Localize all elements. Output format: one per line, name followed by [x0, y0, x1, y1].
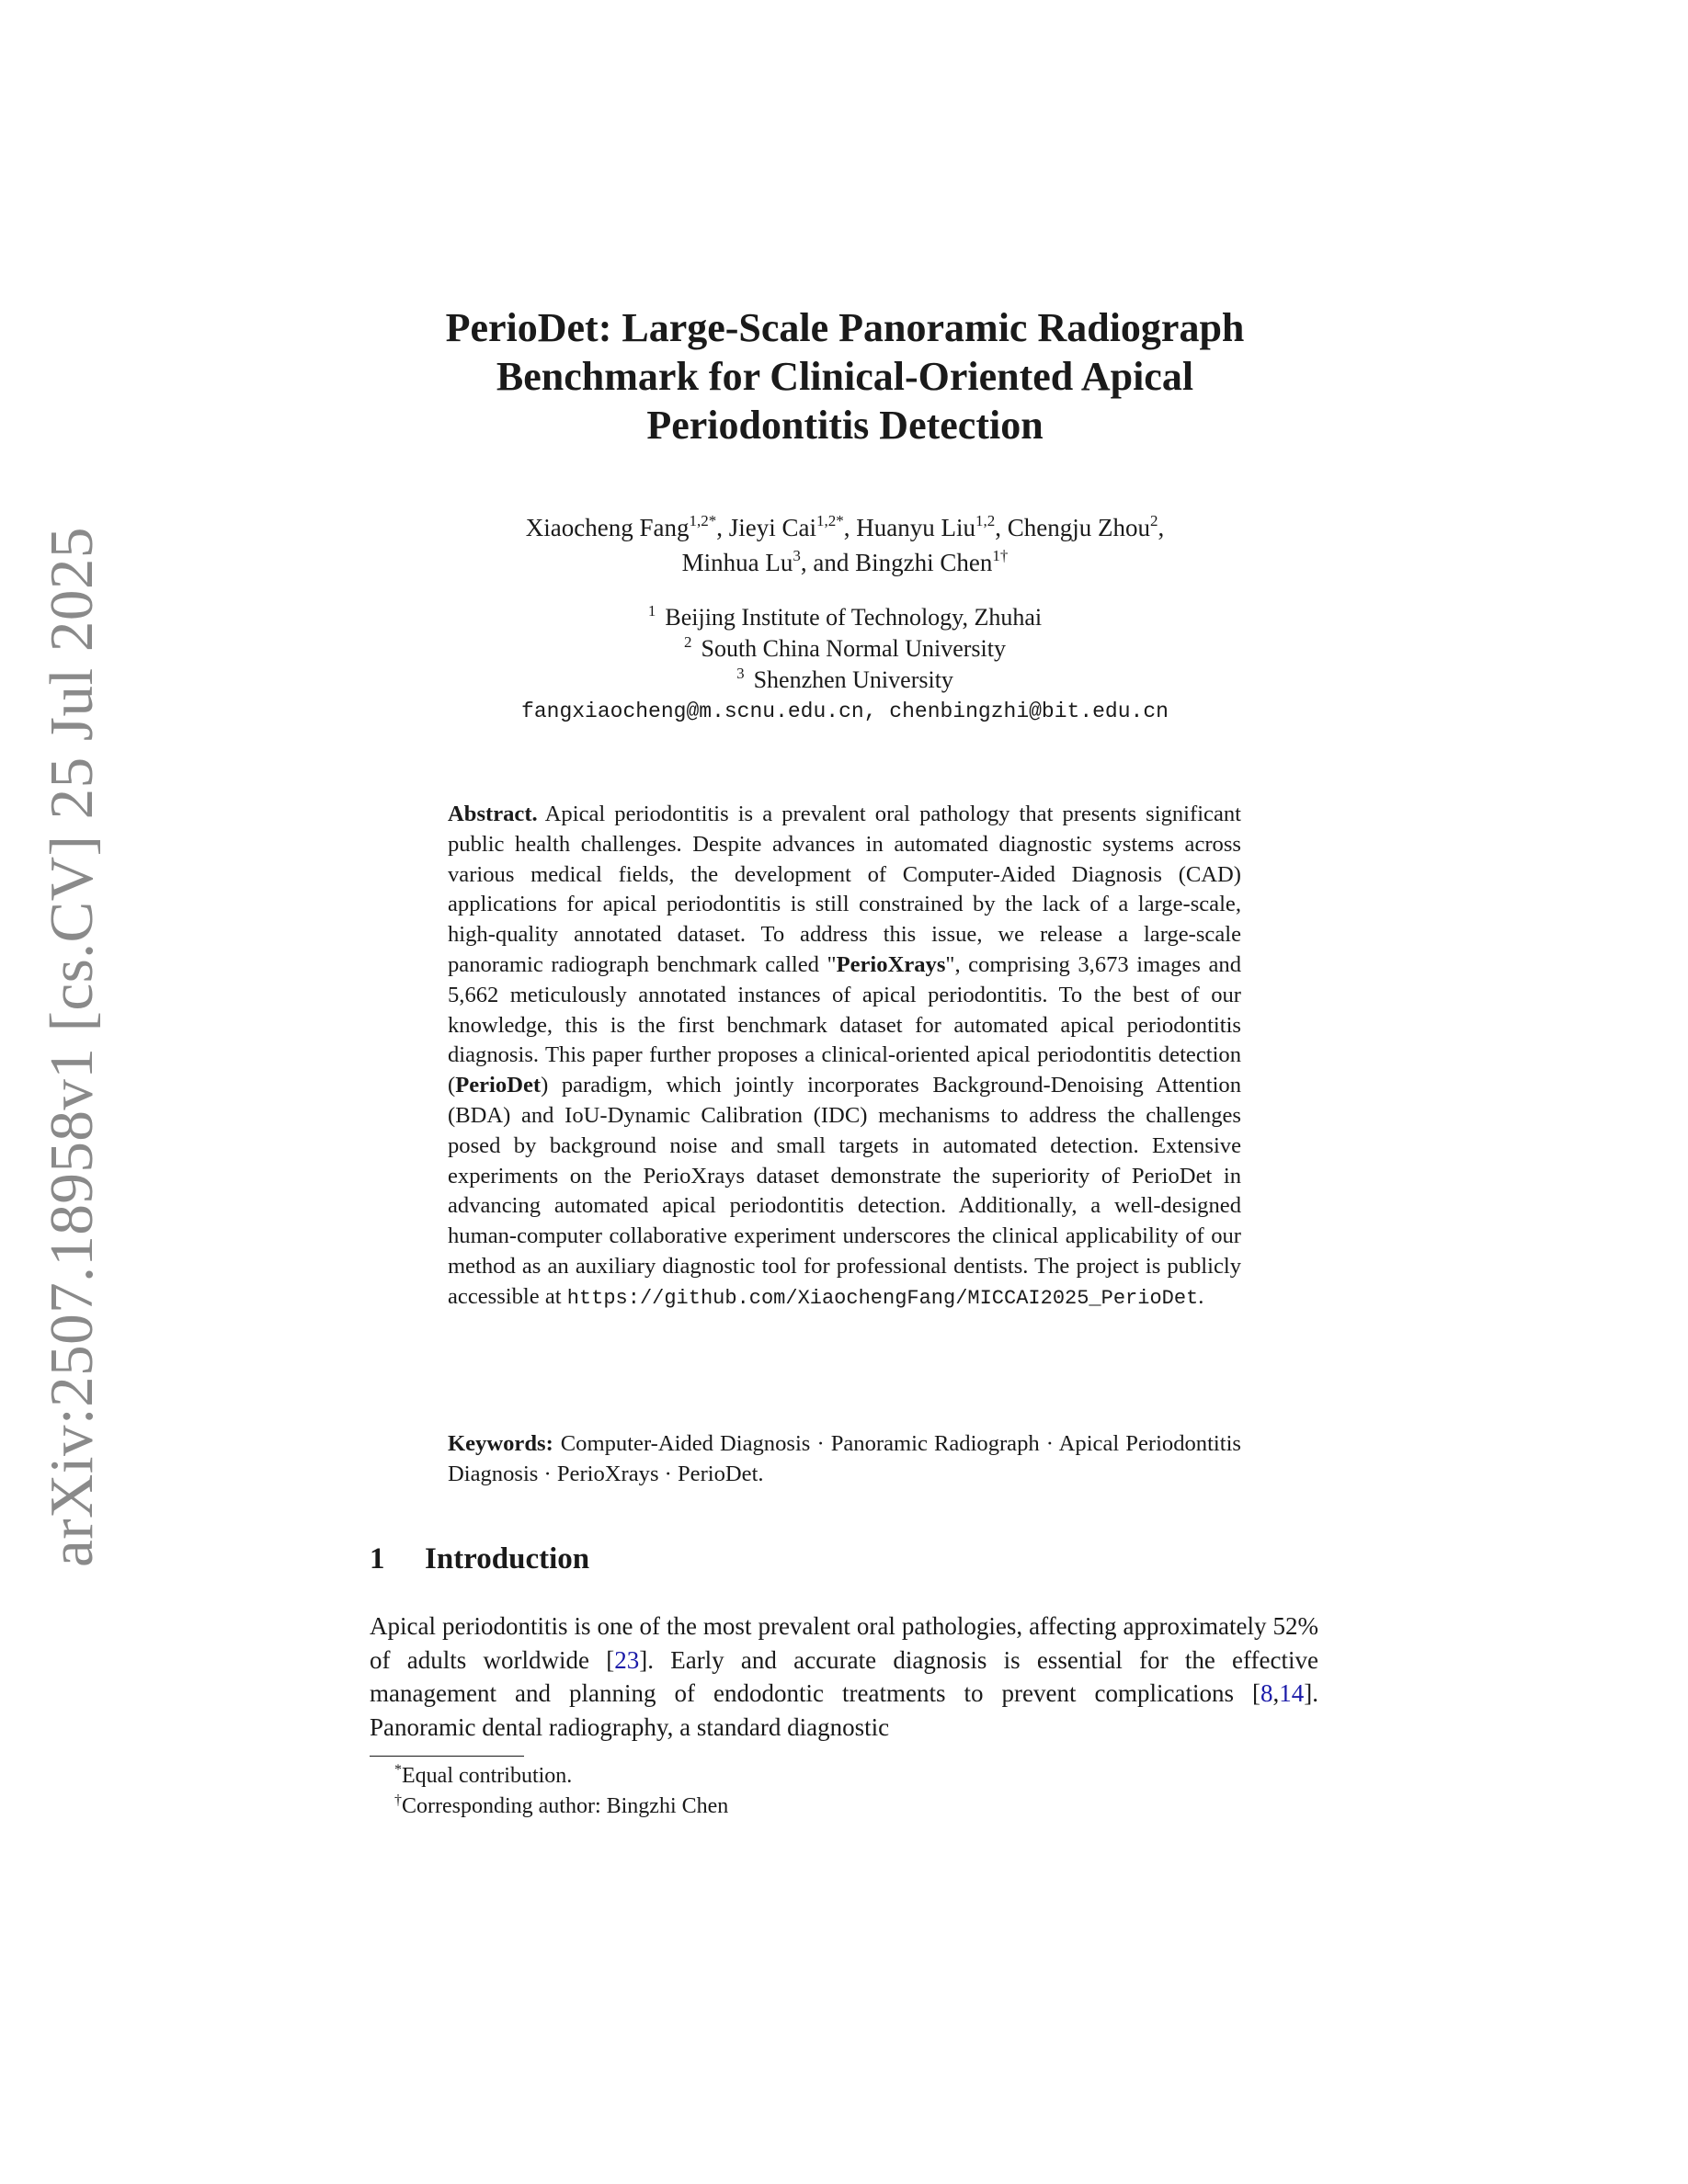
project-url-link[interactable]: https://github.com/XiaochengFang/MICCAI2025_PerioDet	[566, 1286, 1199, 1310]
footnotes	[370, 1761, 1318, 1821]
footnote-item	[370, 1761, 1318, 1792]
arxiv-identifier-stamp: arXiv:2507.18958v1 [cs.CV] 25 Jul 2025	[38, 527, 106, 1567]
section-title: Introduction	[425, 1542, 590, 1575]
abstract-text: .	[1198, 1283, 1204, 1309]
author-affiliation-mark: 3	[793, 547, 801, 564]
body-text: Apical periodontitis is one of the most prevalent oral pathologies, affecting approximately 52% of adults worldwide [	[370, 1612, 1318, 1674]
dataset-name: PerioXrays	[836, 951, 946, 977]
author-name: Minhua Lu	[681, 549, 793, 576]
citation-link[interactable]: 14	[1279, 1679, 1305, 1707]
affiliations	[349, 602, 1340, 727]
introduction-paragraph	[370, 1610, 1318, 1744]
abstract	[448, 800, 1241, 1314]
affiliation-number: 3	[736, 665, 745, 682]
citation-link[interactable]: 8	[1260, 1679, 1273, 1707]
author-separator: , and	[800, 549, 856, 576]
author-affiliation-mark: 1,2	[975, 512, 996, 529]
paper-title	[349, 303, 1340, 449]
author-list	[349, 510, 1340, 580]
author-affiliation-mark: 2	[1149, 512, 1158, 529]
method-name: PerioDet	[455, 1073, 542, 1098]
author-affiliation-mark: 1†	[992, 547, 1009, 564]
affiliation-number: 1	[647, 602, 656, 620]
body-text: ]. Panoramic dental radiography, a standard diagnostic	[370, 1679, 1318, 1741]
author-name: Bingzhi Chen	[855, 549, 993, 576]
author-separator: ,	[995, 514, 1008, 541]
keywords-text: Computer-Aided Diagnosis · Panoramic Radiograph · Apical Periodontitis Diagnosis · PerioXrays · PerioDet.	[448, 1431, 1241, 1486]
body-text: ]. Early and accurate diagnosis is essential for the effective management and planning of endodontic treatments to prevent complications [	[370, 1645, 1318, 1707]
author-name: Chengju Zhou	[1007, 514, 1150, 541]
keywords	[448, 1429, 1241, 1490]
section-number: 1	[370, 1542, 385, 1575]
author-line-1	[349, 510, 1340, 545]
footnote-text: Equal contribution.	[402, 1764, 573, 1788]
author-affiliation-mark: 1,2*	[815, 512, 844, 529]
author-separator: ,	[1158, 514, 1165, 541]
affiliation-item	[349, 665, 1340, 696]
affiliation-item	[349, 633, 1340, 665]
contact-emails: fangxiaocheng@m.scnu.edu.cn, chenbingzhi@bit.edu.cn	[521, 700, 1169, 723]
title-line-3: Periodontitis Detection	[646, 403, 1044, 448]
title-line-1: PerioDet: Large-Scale Panoramic Radiograph	[445, 305, 1245, 350]
footnote-mark: *	[394, 1762, 402, 1778]
keywords-label: Keywords:	[448, 1431, 553, 1456]
author-separator: ,	[716, 514, 729, 541]
author-line-2	[349, 545, 1340, 580]
author-name: Xiaocheng Fang	[525, 514, 690, 541]
author-name: Jieyi Cai	[728, 514, 816, 541]
abstract-label: Abstract.	[448, 802, 538, 826]
author-affiliation-mark: 1,2*	[689, 512, 717, 529]
affiliation-number: 2	[684, 633, 692, 651]
affiliation-text: South China Normal University	[701, 635, 1006, 662]
footnote-text: Corresponding author: Bingzhi Chen	[402, 1793, 729, 1818]
footnote-item	[370, 1792, 1318, 1822]
abstract-text: ", comprising 3,673 images and 5,662 meticulously annotated instances of apical periodontitis. To the best of our knowledge, this is the first benchmark dataset for automated apical periodontitis diagnosis. This paper further proposes a clinical-oriented apical periodontitis detection (	[448, 951, 1242, 1098]
author-name: Huanyu Liu	[856, 514, 975, 541]
body-text: ,	[1272, 1679, 1280, 1707]
footnote-divider	[370, 1756, 524, 1757]
affiliation-item	[349, 602, 1340, 633]
footnote-mark: †	[394, 1792, 402, 1808]
section-heading-introduction	[370, 1541, 589, 1577]
affiliation-text: Shenzhen University	[753, 666, 953, 693]
affiliation-text: Beijing Institute of Technology, Zhuhai	[665, 604, 1043, 631]
abstract-text: Apical periodontitis is a prevalent oral pathology that presents significant public health challenges. Despite advances in automated diagnostic systems across various medical fields, the development of Computer-Aided Diagnosis (CAD) applications for apical periodontitis is still constrained by the lack of a large-scale, high-quality annotated dataset. To address this issue, we release a large-scale panoramic radiograph benchmark called "	[448, 802, 1241, 977]
title-line-2: Benchmark for Clinical-Oriented Apical	[496, 354, 1194, 399]
author-separator: ,	[843, 514, 857, 541]
abstract-text: ) paradigm, which jointly incorporates Background-Denoising Attention (BDA) and IoU-Dynamic Calibration (IDC) mechanisms to address the challenges posed by background noise and small targets in automated detection. Extensive experiments on the PerioXrays dataset demonstrate the superiority of PerioDet in advancing automated apical periodontitis detection. Additionally, a well-designed human-computer collaborative experiment underscores the clinical applicability of our method as an auxiliary diagnostic tool for professional dentists. The project is publicly accessible at	[448, 1073, 1241, 1309]
citation-link[interactable]: 23	[614, 1645, 640, 1674]
